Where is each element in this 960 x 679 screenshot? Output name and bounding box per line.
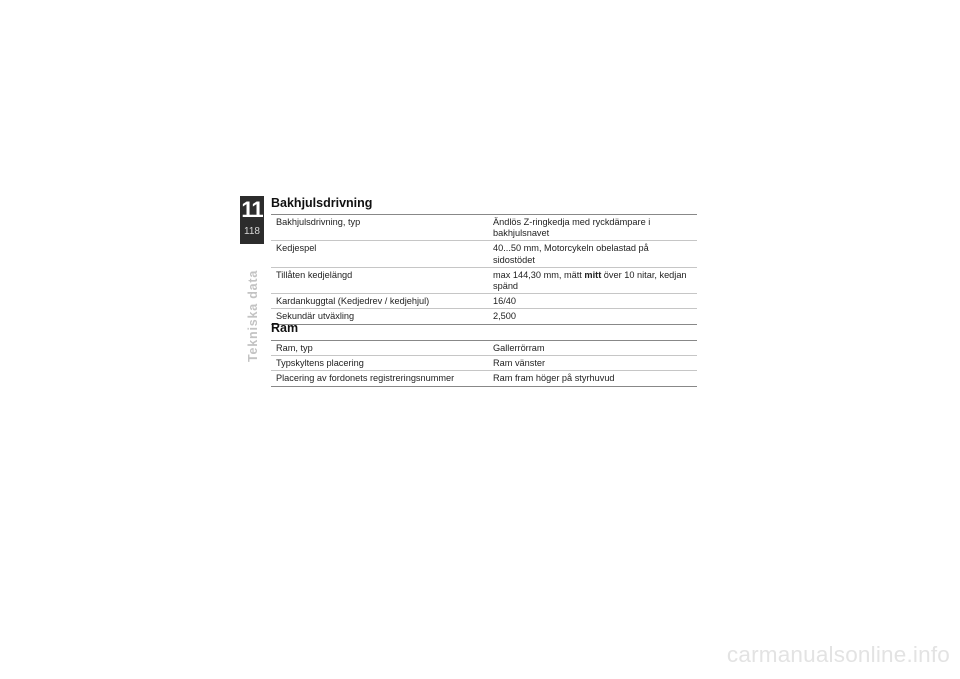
table-row <box>271 309 697 324</box>
spec-value: 2,500 <box>488 309 697 324</box>
spec-key: Tillåten kedjelängd <box>271 267 488 293</box>
table-row <box>271 341 697 356</box>
spec-key: Placering av fordonets registreringsnummer <box>271 371 488 386</box>
spec-key: Kedjespel <box>271 241 488 267</box>
spec-value: Ändlös Z-ringkedja med ryckdämpare i bakhjulsnavet <box>488 215 697 241</box>
spec-key: Sekundär utväxling <box>271 309 488 324</box>
spec-key: Typskyltens placering <box>271 356 488 371</box>
table-row <box>271 215 697 241</box>
table-row <box>271 356 697 371</box>
table-row <box>271 294 697 309</box>
table-row <box>271 371 697 386</box>
spec-key: Bakhjulsdrivning, typ <box>271 215 488 241</box>
spec-value <box>488 267 697 293</box>
spec-value: 16/40 <box>488 294 697 309</box>
table-row <box>271 241 697 267</box>
spec-value: Ram vänster <box>488 356 697 371</box>
spec-value-part: över 10 nitar, kedjan spänd <box>493 269 687 292</box>
spec-value-emphasis: mitt <box>584 269 602 280</box>
spec-table-ram <box>271 340 697 387</box>
spec-value: Ram fram höger på styrhuvud <box>488 371 697 386</box>
chapter-number: 11 <box>241 197 263 222</box>
watermark: carmanualsonline.info <box>726 642 950 667</box>
spec-value-part: max 144,30 mm, mätt <box>493 269 585 280</box>
spec-key: Ram, typ <box>271 341 488 356</box>
section-title-bakhjulsdrivning: Bakhjulsdrivning <box>271 196 373 210</box>
chapter-side-title: Tekniska data <box>246 269 260 362</box>
spec-table-bakhjulsdrivning <box>271 214 697 325</box>
page-number: 118 <box>244 226 260 237</box>
spec-value: Gallerrörram <box>488 341 697 356</box>
table-row <box>271 267 697 293</box>
section-title-ram: Ram <box>271 321 299 335</box>
spec-value: 40...50 mm, Motorcykeln obelastad på sidostödet <box>488 241 697 267</box>
spec-key: Kardankuggtal (Kedjedrev / kedjehjul) <box>271 294 488 309</box>
